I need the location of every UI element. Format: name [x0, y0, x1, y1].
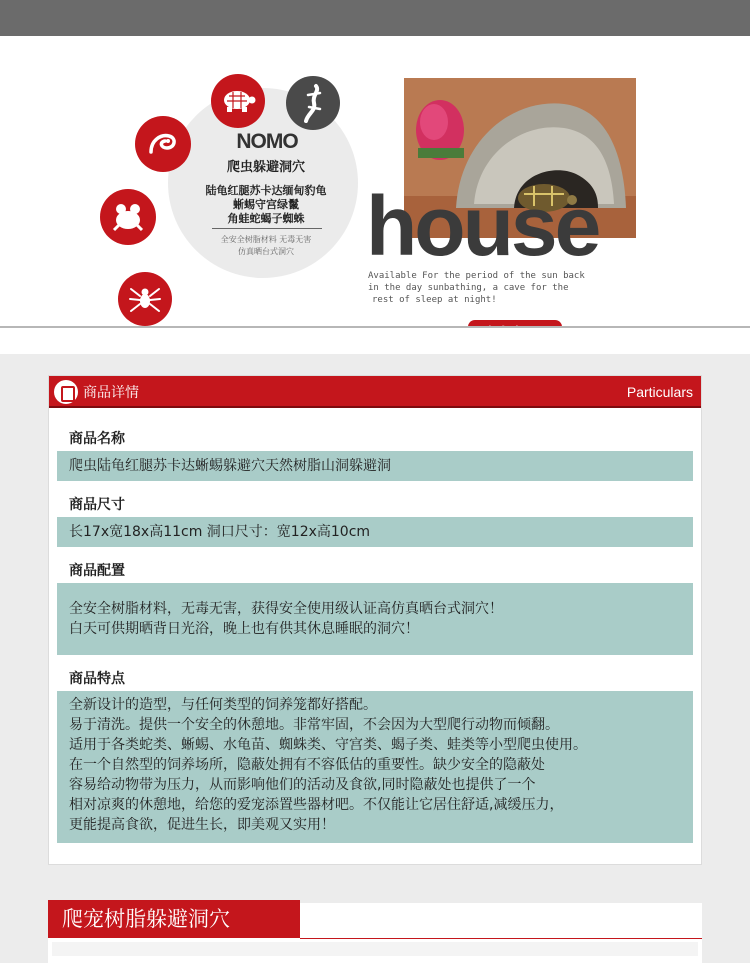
details-title: 商品详情 — [83, 385, 139, 401]
species-line-1: 陆龟红腿苏卡达缅甸豹龟 — [205, 184, 327, 197]
frog-icon — [100, 189, 156, 245]
clipboard-icon — [54, 380, 78, 404]
product-config-box — [57, 583, 693, 655]
small-line-1: 全安全树脂材料 无毒无害 — [220, 235, 312, 244]
gap-strip — [0, 328, 750, 354]
feature-line: 相对凉爽的休憩地，给您的爱宠添置些器材吧。不仅能让它居住舒适,减缓压力， — [69, 797, 564, 813]
config-line: 白天可供期晒背日光浴，晚上也有供其休息睡眠的洞穴！ — [69, 621, 419, 637]
product-features-box — [57, 691, 693, 843]
species-line-2: 蜥蜴守宫绿鬣 — [233, 198, 299, 211]
product-size-label: 商品尺寸 — [69, 497, 125, 513]
headline: house — [366, 179, 599, 273]
feature-line: 在一个自然型的饲养场所，隐蔽处拥有不容低估的重要性。缺少安全的隐蔽处 — [69, 757, 545, 773]
section2-content-top — [52, 942, 698, 956]
product-config-label: 商品配置 — [69, 563, 125, 579]
product-banner — [0, 36, 750, 326]
lizard-icon — [286, 76, 340, 130]
banner-divider — [212, 228, 322, 229]
turtle-icon — [211, 74, 265, 128]
section2-title: 爬宠树脂躲避洞穴 — [48, 900, 300, 938]
description-line-1: Available For the period of the sun back — [368, 271, 585, 281]
product-name-value: 爬虫陆龟红腿苏卡达蜥蜴躲避穴天然树脂山洞躲避洞 — [57, 451, 693, 481]
feature-line: 全新设计的造型，与任何类型的饲养笼都好搭配。 — [69, 697, 377, 713]
product-features-label: 商品特点 — [69, 671, 125, 687]
details-title-en: Particulars — [626, 384, 693, 400]
feature-line: 更能提高食欲，促进生长，即美观又实用！ — [69, 817, 335, 833]
spider-icon — [118, 272, 172, 326]
product-name-label: 商品名称 — [69, 431, 125, 447]
description-line-3: rest of sleep at night! — [372, 295, 497, 305]
feature-line: 容易给动物带为压力，从而影响他们的活动及食欲,同时隐蔽处也提供了一个 — [69, 777, 536, 793]
snake-icon — [135, 116, 191, 172]
small-line-2: 仿真晒台式洞穴 — [238, 247, 294, 256]
config-line: 全安全树脂材料，无毒无害，获得安全使用级认证高仿真晒台式洞穴！ — [69, 601, 503, 617]
product-size-value: 长17x宽18x高11cm 洞口尺寸：宽12x高10cm — [57, 517, 693, 547]
section2-underline — [300, 938, 702, 939]
species-line-3: 角蛙蛇蝎子蜘蛛 — [227, 212, 305, 225]
brand-name: NOMO — [236, 130, 298, 153]
description-line-2: in the day sunbathing, a cave for the — [368, 283, 569, 293]
details-header — [49, 376, 701, 408]
banner-subtitle: 爬虫躲避洞穴 — [226, 160, 305, 175]
top-strip — [0, 0, 750, 36]
product-details-panel — [48, 375, 702, 865]
feature-line: 易于清洗。提供一个安全的休憩地。非常牢固，不会因为大型爬行动物而倾翻。 — [69, 717, 559, 733]
feature-line: 适用于各类蛇类、蜥蜴、水龟苗、蜘蛛类、守宫类、蝎子类、蛙类等小型爬虫使用。 — [69, 737, 587, 753]
